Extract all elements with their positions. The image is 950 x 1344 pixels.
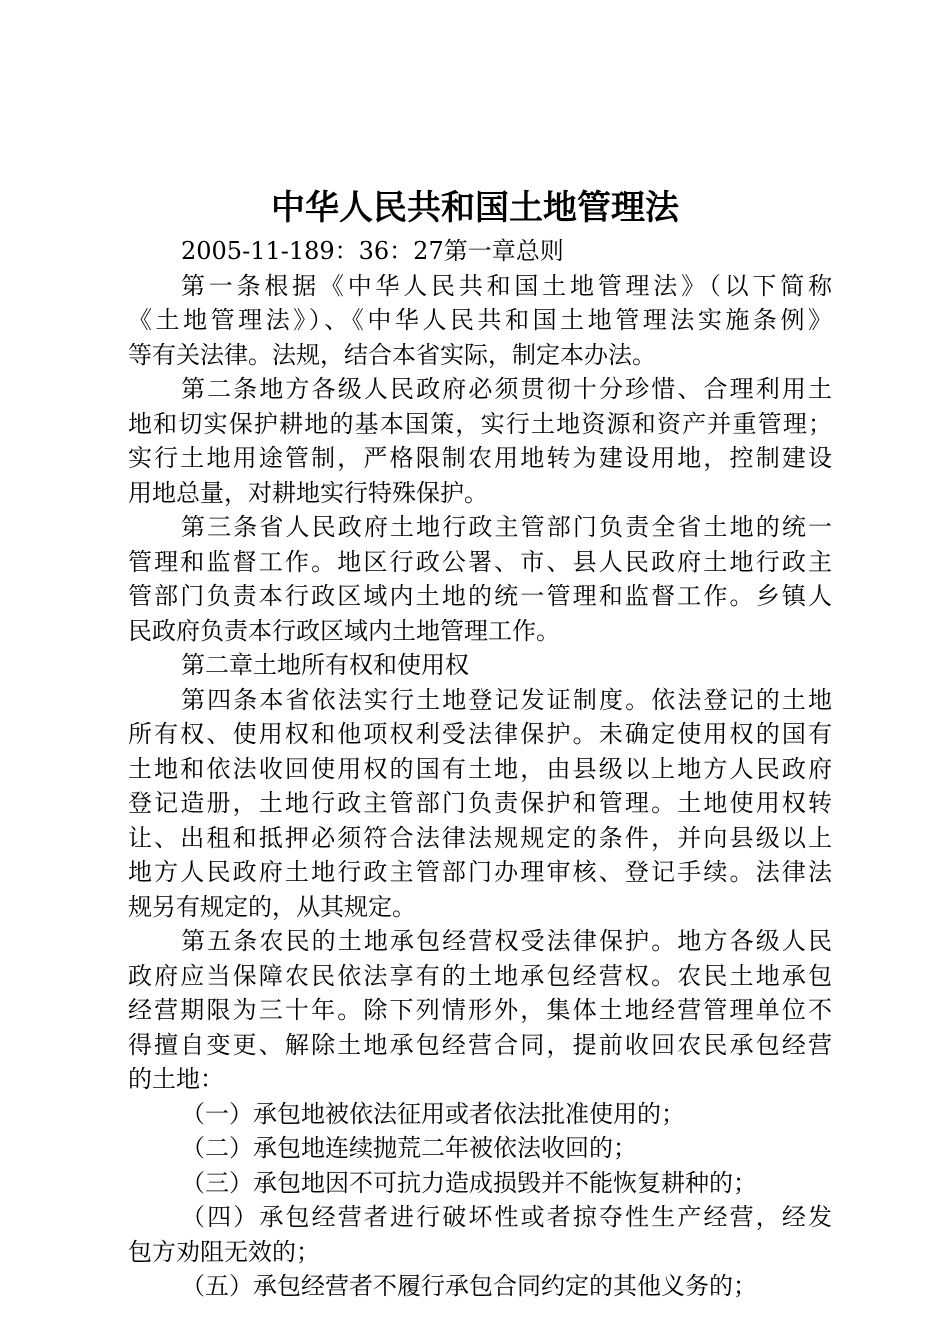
text-line: 让、出租和抵押必须符合法律法规规定的条件，并向县级以上 — [128, 823, 832, 852]
document-body — [128, 234, 832, 1304]
text-line: 第二章土地所有权和使用权 — [181, 651, 469, 679]
text-line: 地方人民政府土地行政主管部门办理审核、登记手续。法律法 — [128, 858, 832, 886]
text-line: 第二条地方各级人民政府必须贯彻十分珍惜、合理利用土 — [181, 375, 832, 403]
text-line: 地和切实保护耕地的基本国策，实行土地资源和资产并重管理； — [128, 409, 832, 438]
text-line: 政府应当保障农民依法享有的土地承包经营权。农民土地承包 — [128, 961, 832, 990]
text-line: 第三条省人民政府土地行政主管部门负责全省土地的统一 — [181, 513, 832, 541]
text-line: 用地总量，对耕地实行特殊保护。 — [128, 478, 488, 507]
document-title: 中华人民共和国土地管理法 — [271, 188, 679, 228]
text-line: （二）承包地连续抛荒二年被依法收回的； — [181, 1134, 637, 1162]
text-line: 2005-11-189：36：27第一章总则 — [181, 237, 564, 265]
text-line: 《土地管理法》）、《中华人民共和国土地管理法实施条例》 — [128, 306, 832, 334]
text-line: （五）承包经营者不履行承包合同约定的其他义务的； — [181, 1272, 757, 1300]
text-line: （一）承包地被依法征用或者依法批准使用的； — [181, 1099, 685, 1128]
text-line: 民政府负责本行政区域内土地管理工作。 — [128, 616, 560, 645]
text-line: 所有权、使用权和他项权利受法律保护。未确定使用权的国有 — [128, 720, 832, 748]
text-line: 第四条本省依法实行土地登记发证制度。依法登记的土地 — [181, 685, 832, 714]
text-line: 管理和监督工作。地区行政公署、市、县人民政府土地行政主 — [128, 547, 832, 576]
text-line: 实行土地用途管制，严格限制农用地转为建设用地，控制建设 — [128, 444, 832, 472]
text-line: 得擅自变更、解除土地承包经营合同，提前收回农民承包经营 — [128, 1030, 832, 1059]
text-line: 第一条根据《中华人民共和国土地管理法》（以下简称 — [181, 271, 832, 300]
text-line: 等有关法律。法规，结合本省实际，制定本办法。 — [128, 340, 656, 369]
text-line: 登记造册，土地行政主管部门负责保护和管理。土地使用权转 — [128, 789, 832, 817]
text-line: 第五条农民的土地承包经营权受法律保护。地方各级人民 — [181, 927, 832, 955]
text-line: 管部门负责本行政区域内土地的统一管理和监督工作。乡镇人 — [128, 582, 832, 610]
text-line: 包方劝阻无效的； — [128, 1237, 320, 1266]
text-line: 的土地： — [128, 1065, 224, 1093]
text-line: （四）承包经营者进行破坏性或者掠夺性生产经营，经发 — [181, 1203, 832, 1231]
text-line: （三）承包地因不可抗力造成损毁并不能恢复耕种的； — [181, 1168, 757, 1197]
text-line: 土地和依法收回使用权的国有土地，由县级以上地方人民政府 — [128, 754, 832, 783]
text-line: 规另有规定的，从其规定。 — [128, 892, 416, 921]
text-line: 经营期限为三十年。除下列情形外，集体土地经营管理单位不 — [128, 996, 832, 1024]
